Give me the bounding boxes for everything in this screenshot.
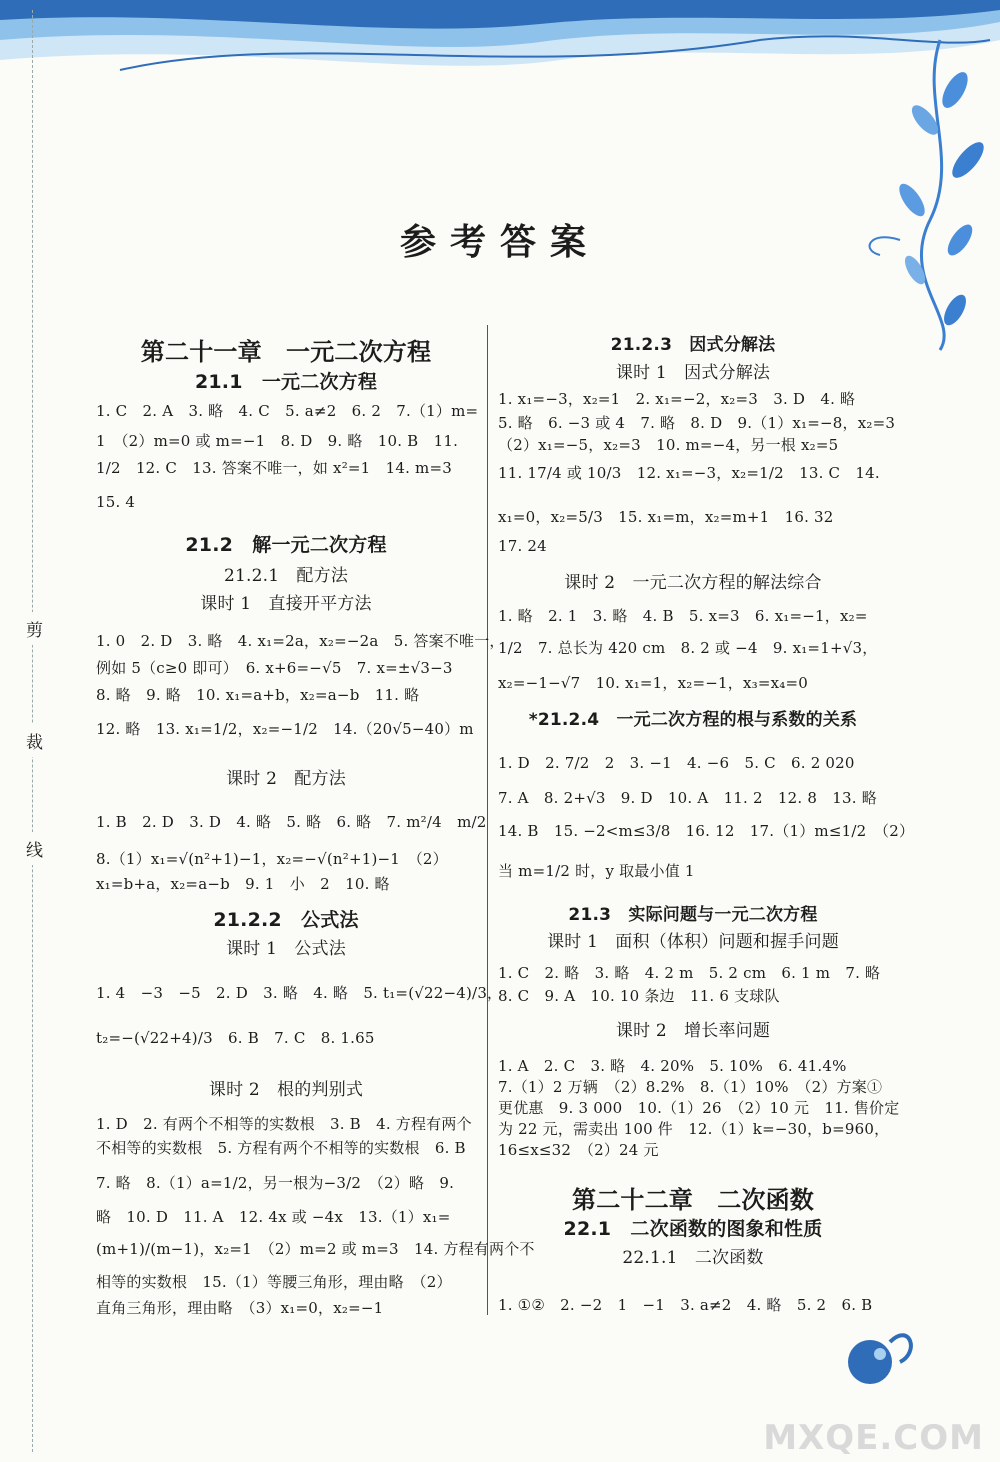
section-heading: 21.2.1 配方法	[223, 566, 349, 586]
answer-line: 1/2 7. 总长为 420 cm 8. 2 或 −4 9. x₁=1+√3，	[498, 639, 878, 657]
answer-line: 1. D 2. 7/2 2 3. −1 4. −6 5. C 6. 2 020	[498, 754, 855, 772]
answer-line: 14. B 15. −2<m≤3/8 16. 12 17.（1）m≤1/2 （2）	[498, 822, 915, 840]
answer-line: x₁=b+a，x₂=a−b 9. 1 小 2 10. 略	[96, 875, 390, 893]
section-heading: 课时 1 因式分解法	[615, 363, 771, 383]
answer-line: 1. 4 −3 −5 2. D 3. 略 4. 略 5. t₁=(√22−4)/3，	[96, 984, 503, 1002]
answer-line: 不相等的实数根 5. 方程有两个不相等的实数根 6. B	[96, 1139, 466, 1157]
cut-mark: 线	[26, 832, 43, 865]
column-divider	[487, 325, 488, 1315]
section-heading: 课时 2 一元二次方程的解法综合	[564, 573, 822, 593]
section-heading: 21.2.2 公式法	[213, 909, 359, 931]
section-heading: 第二十二章 二次函数	[572, 1185, 814, 1214]
answer-line: 1. C 2. 略 3. 略 4. 2 m 5. 2 cm 6. 1 m 7. 略	[498, 964, 881, 982]
answer-line: 例如 5（c≥0 即可） 6. x+6=−√5 7. x=±√3−3	[96, 659, 453, 677]
section-heading: 课时 2 增长率问题	[615, 1021, 771, 1041]
answer-line: 1. D 2. 有两个不相等的实数根 3. B 4. 方程有两个	[96, 1115, 472, 1133]
answer-line: 相等的实数根 15.（1）等腰三角形，理由略 （2）	[96, 1273, 452, 1291]
section-heading: 22.1.1 二次函数	[622, 1248, 764, 1268]
section-heading: 课时 1 面积（体积）问题和握手问题	[547, 932, 839, 952]
cut-mark: 剪	[26, 612, 43, 645]
cut-mark: 裁	[26, 724, 43, 757]
answer-line: 7. A 8. 2+√3 9. D 10. A 11. 2 12. 8 13. 略	[498, 789, 877, 807]
section-heading: 课时 2 配方法	[226, 769, 346, 789]
answer-line: 1. x₁=−3，x₂=1 2. x₁=−2，x₂=3 3. D 4. 略	[498, 390, 856, 408]
answer-line: 1. A 2. C 3. 略 4. 20% 5. 10% 6. 41.4%	[498, 1057, 847, 1075]
answer-line: 1. B 2. D 3. D 4. 略 5. 略 6. 略 7. m²/4 m/2	[96, 813, 487, 831]
section-heading: 课时 2 根的判别式	[208, 1080, 364, 1100]
answer-line: 17. 24	[498, 537, 547, 555]
section-heading: 课时 1 直接开平方法	[200, 594, 372, 614]
answer-line: 15. 4	[96, 493, 136, 511]
answer-line: 1. C 2. A 3. 略 4. C 5. a≠2 6. 2 7.（1）m=	[96, 402, 479, 420]
answer-line: 12. 略 13. x₁=1/2，x₂=−1/2 14.（20√5−40）m	[96, 720, 474, 738]
section-heading: 21.1 一元二次方程	[194, 371, 378, 393]
answer-line: 8. 略 9. 略 10. x₁=a+b，x₂=a−b 11. 略	[96, 686, 420, 704]
answer-line: 1. 0 2. D 3. 略 4. x₁=2a，x₂=−2a 5. 答案不唯一，	[96, 632, 505, 650]
page-title: 参考答案	[399, 221, 600, 263]
top-banner-decoration	[0, 0, 1000, 360]
section-heading: 22.1 二次函数的图象和性质	[563, 1218, 823, 1240]
answer-line: x₁=0，x₂=5/3 15. x₁=m，x₂=m+1 16. 32	[498, 508, 834, 526]
answer-line: 11. 17/4 或 10/3 12. x₁=−3，x₂=1/2 13. C 14.	[498, 464, 880, 482]
answer-line: 当 m=1/2 时，y 取最小值 1	[498, 862, 695, 880]
watermark: MXQE.COM	[763, 1418, 984, 1458]
answer-line: 8.（1）x₁=√(n²+1)−1，x₂=−√(n²+1)−1 （2）	[96, 850, 448, 868]
answer-line: 8. C 9. A 10. 10 条边 11. 6 支球队	[498, 987, 780, 1005]
answer-line: 直角三角形，理由略 （3）x₁=0，x₂=−1	[96, 1299, 384, 1317]
answer-line: 更优惠 9. 3 000 10.（1）26 （2）10 元 11. 售价定	[498, 1099, 900, 1117]
answer-line: 1. ①② 2. −2 1 −1 3. a≠2 4. 略 5. 2 6. B	[498, 1296, 873, 1314]
section-heading: *21.2.4 一元二次方程的根与系数的关系	[528, 710, 858, 730]
answer-line: 略 10. D 11. A 12. 4x 或 −4x 13.（1）x₁=	[96, 1208, 451, 1226]
answer-line: x₂=−1−√7 10. x₁=1，x₂=−1，x₃=x₄=0	[498, 674, 809, 692]
answer-line: 为 22 元，需卖出 100 件 12.（1）k=−30，b=960，	[498, 1120, 890, 1138]
section-heading: 课时 1 公式法	[226, 939, 346, 959]
section-heading: 21.2.3 因式分解法	[610, 335, 776, 355]
section-heading: 第二十一章 一元二次方程	[140, 337, 432, 366]
section-heading: 21.3 实际问题与一元二次方程	[568, 905, 818, 925]
answer-line: t₂=−(√22+4)/3 6. B 7. C 8. 1.65	[96, 1029, 375, 1047]
answer-line: (m+1)/(m−1)，x₂=1 （2）m=2 或 m=3 14. 方程有两个不	[96, 1240, 535, 1258]
answer-line: 1 （2）m=0 或 m=−1 8. D 9. 略 10. B 11.	[96, 432, 459, 450]
answer-line: 7. 略 8.（1）a=1/2，另一根为−3/2 （2）略 9.	[96, 1174, 455, 1192]
answer-line: 1/2 12. C 13. 答案不唯一，如 x²=1 14. m=3	[96, 459, 452, 477]
answer-line: 5. 略 6. −3 或 4 7. 略 8. D 9.（1）x₁=−8，x₂=3	[498, 414, 896, 432]
answer-line: 1. 略 2. 1 3. 略 4. B 5. x=3 6. x₁=−1，x₂=	[498, 607, 868, 625]
answer-line: 7.（1）2 万辆 （2）8.2% 8.（1）10% （2）方案①	[498, 1078, 883, 1096]
answer-line: （2）x₁=−5，x₂=3 10. m=−4，另一根 x₂=5	[498, 436, 839, 454]
section-heading: 21.2 解一元二次方程	[185, 534, 387, 556]
answer-line: 16≤x≤32 （2）24 元	[498, 1141, 659, 1159]
